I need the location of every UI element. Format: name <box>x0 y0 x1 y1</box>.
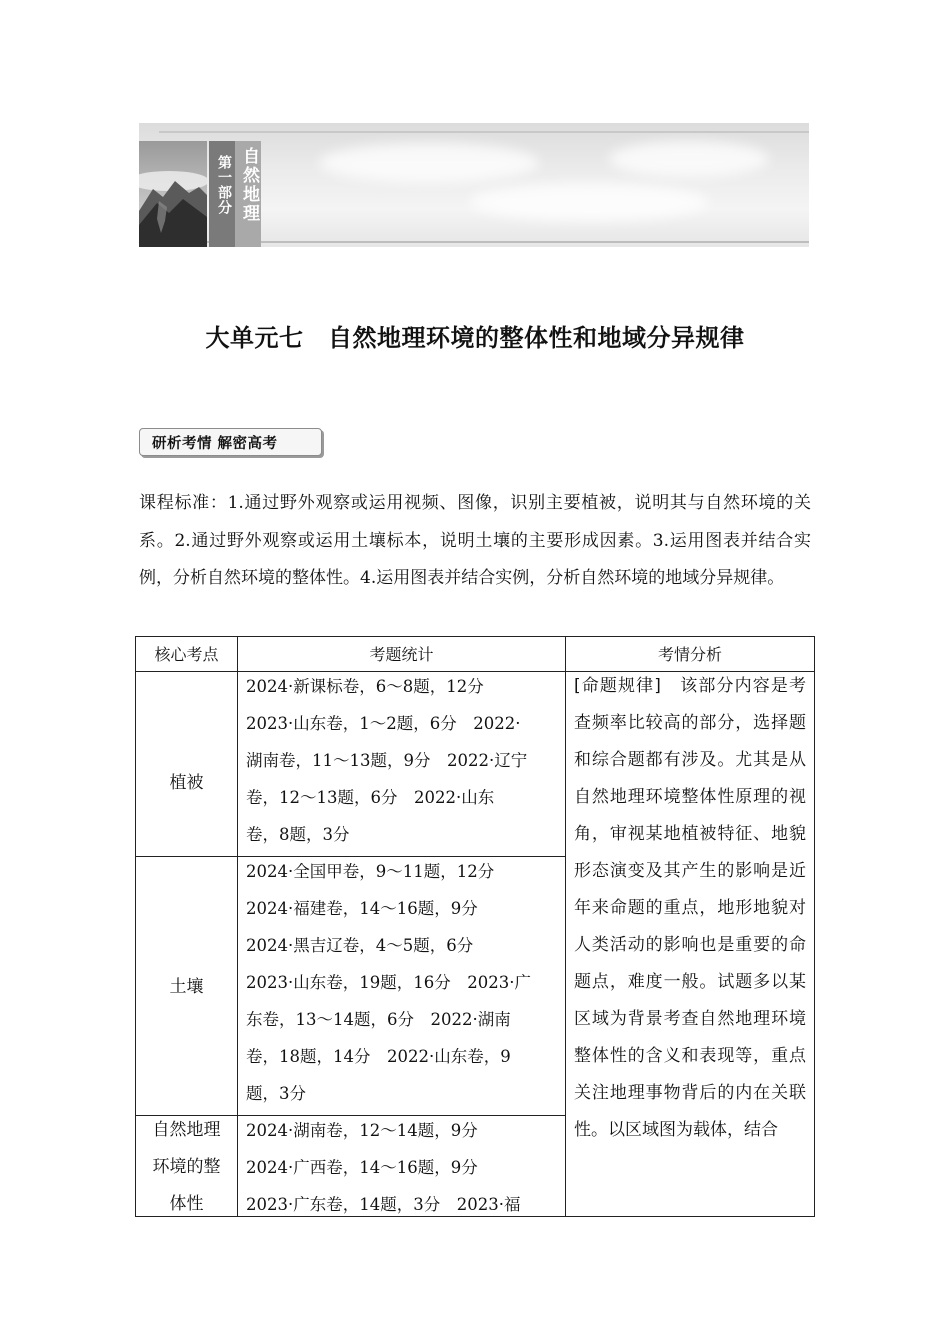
exam-analysis-text <box>574 668 806 1149</box>
table-column-divider <box>565 636 566 1217</box>
banner-cloud <box>469 183 709 221</box>
banner-cloud <box>609 141 769 177</box>
table-row-topic: 土壤 <box>169 977 204 997</box>
stat-line: 题，3分 <box>246 1084 306 1103</box>
stat-line: 卷，12～13题，6分 2022·山东 <box>246 788 495 807</box>
part-name: 自然地理 <box>239 147 259 223</box>
stat-line: 湖南卷，11～13题，9分 2022·辽宁 <box>246 751 528 770</box>
banner-cloud <box>319 143 539 183</box>
stat-line: 东卷，13～14题，6分 2022·湖南 <box>246 1010 511 1029</box>
curriculum-standards: 课程标准：1.通过野外观察或运用视频、图像，识别主要植被，说明其与自然环境的关系。2.通过野外观察或运用土壤标本，说明土壤的主要形成因素。3.运用图表并结合实例，分析自然环境的整体性。4.运用图表并结合实例，分析自然环境的地域分异规律。 <box>139 493 811 588</box>
table-row-stats <box>246 1112 560 1223</box>
stat-line: 2024·湖南卷，12～14题，9分 <box>246 1121 478 1140</box>
topic-line: 环境的整 <box>152 1157 221 1177</box>
unit-title: 大单元七 自然地理环境的整体性和地域分异规律 <box>205 324 745 352</box>
analysis-body: 该部分内容是考查频率比较高的部分，选择题和综合题都有涉及。尤其是从自然地理环境整体性原理的视角，审视某地植被特征、地貌形态演变及其产生的影响是近年来命题的重点，地形地貌对人类活动的影响也是重要的命题点，难度一般。试题多以某区域为背景考查自然地理环境整体性的含义和表现等，重点关注地理事物背后的内在关联性。以区域图为载体，结合 <box>574 676 807 1140</box>
chapter-banner <box>139 123 809 247</box>
stat-line: 2024·黑吉辽卷，4～5题，6分 <box>246 936 474 955</box>
section-badge-label: 研析考情 解密高考 <box>152 436 278 452</box>
stat-line: 2024·全国甲卷，9～11题，12分 <box>246 862 495 881</box>
table-header-topic: 核心考点 <box>154 645 219 664</box>
table-row-topic: 植被 <box>169 773 204 793</box>
stat-line: 2023·广东卷，14题，3分 2023·福 <box>246 1195 521 1214</box>
stat-line: 卷，8题，3分 <box>246 825 350 844</box>
table-row-stats <box>246 853 560 1112</box>
topic-line: 体性 <box>169 1194 204 1214</box>
part-label: 第一部分 <box>216 155 232 215</box>
table-header-stats: 考题统计 <box>369 645 434 664</box>
section-badge <box>139 428 322 456</box>
stat-line: 2024·广西卷，14～16题，9分 <box>246 1158 478 1177</box>
table-header-analysis: 考情分析 <box>657 645 722 664</box>
stat-line: 2024·福建卷，14～16题，9分 <box>246 899 478 918</box>
table-column-divider <box>237 636 238 1217</box>
table-border <box>814 636 815 1217</box>
stat-line: 2024·新课标卷，6～8题，12分 <box>246 677 484 696</box>
stat-line: 2023·山东卷，1～2题，6分 2022· <box>246 714 521 733</box>
mountain-photo <box>139 141 207 247</box>
table-row-topic <box>136 1112 237 1223</box>
stat-line: 2023·山东卷，19题，16分 2023·广 <box>246 973 531 992</box>
table-row-stats <box>246 668 560 853</box>
analysis-tag: [命题规律] <box>574 676 661 696</box>
stat-line: 卷，18题，14分 2022·山东卷，9 <box>246 1047 511 1066</box>
topic-line: 自然地理 <box>152 1120 221 1140</box>
banner-top-rule <box>159 131 809 133</box>
